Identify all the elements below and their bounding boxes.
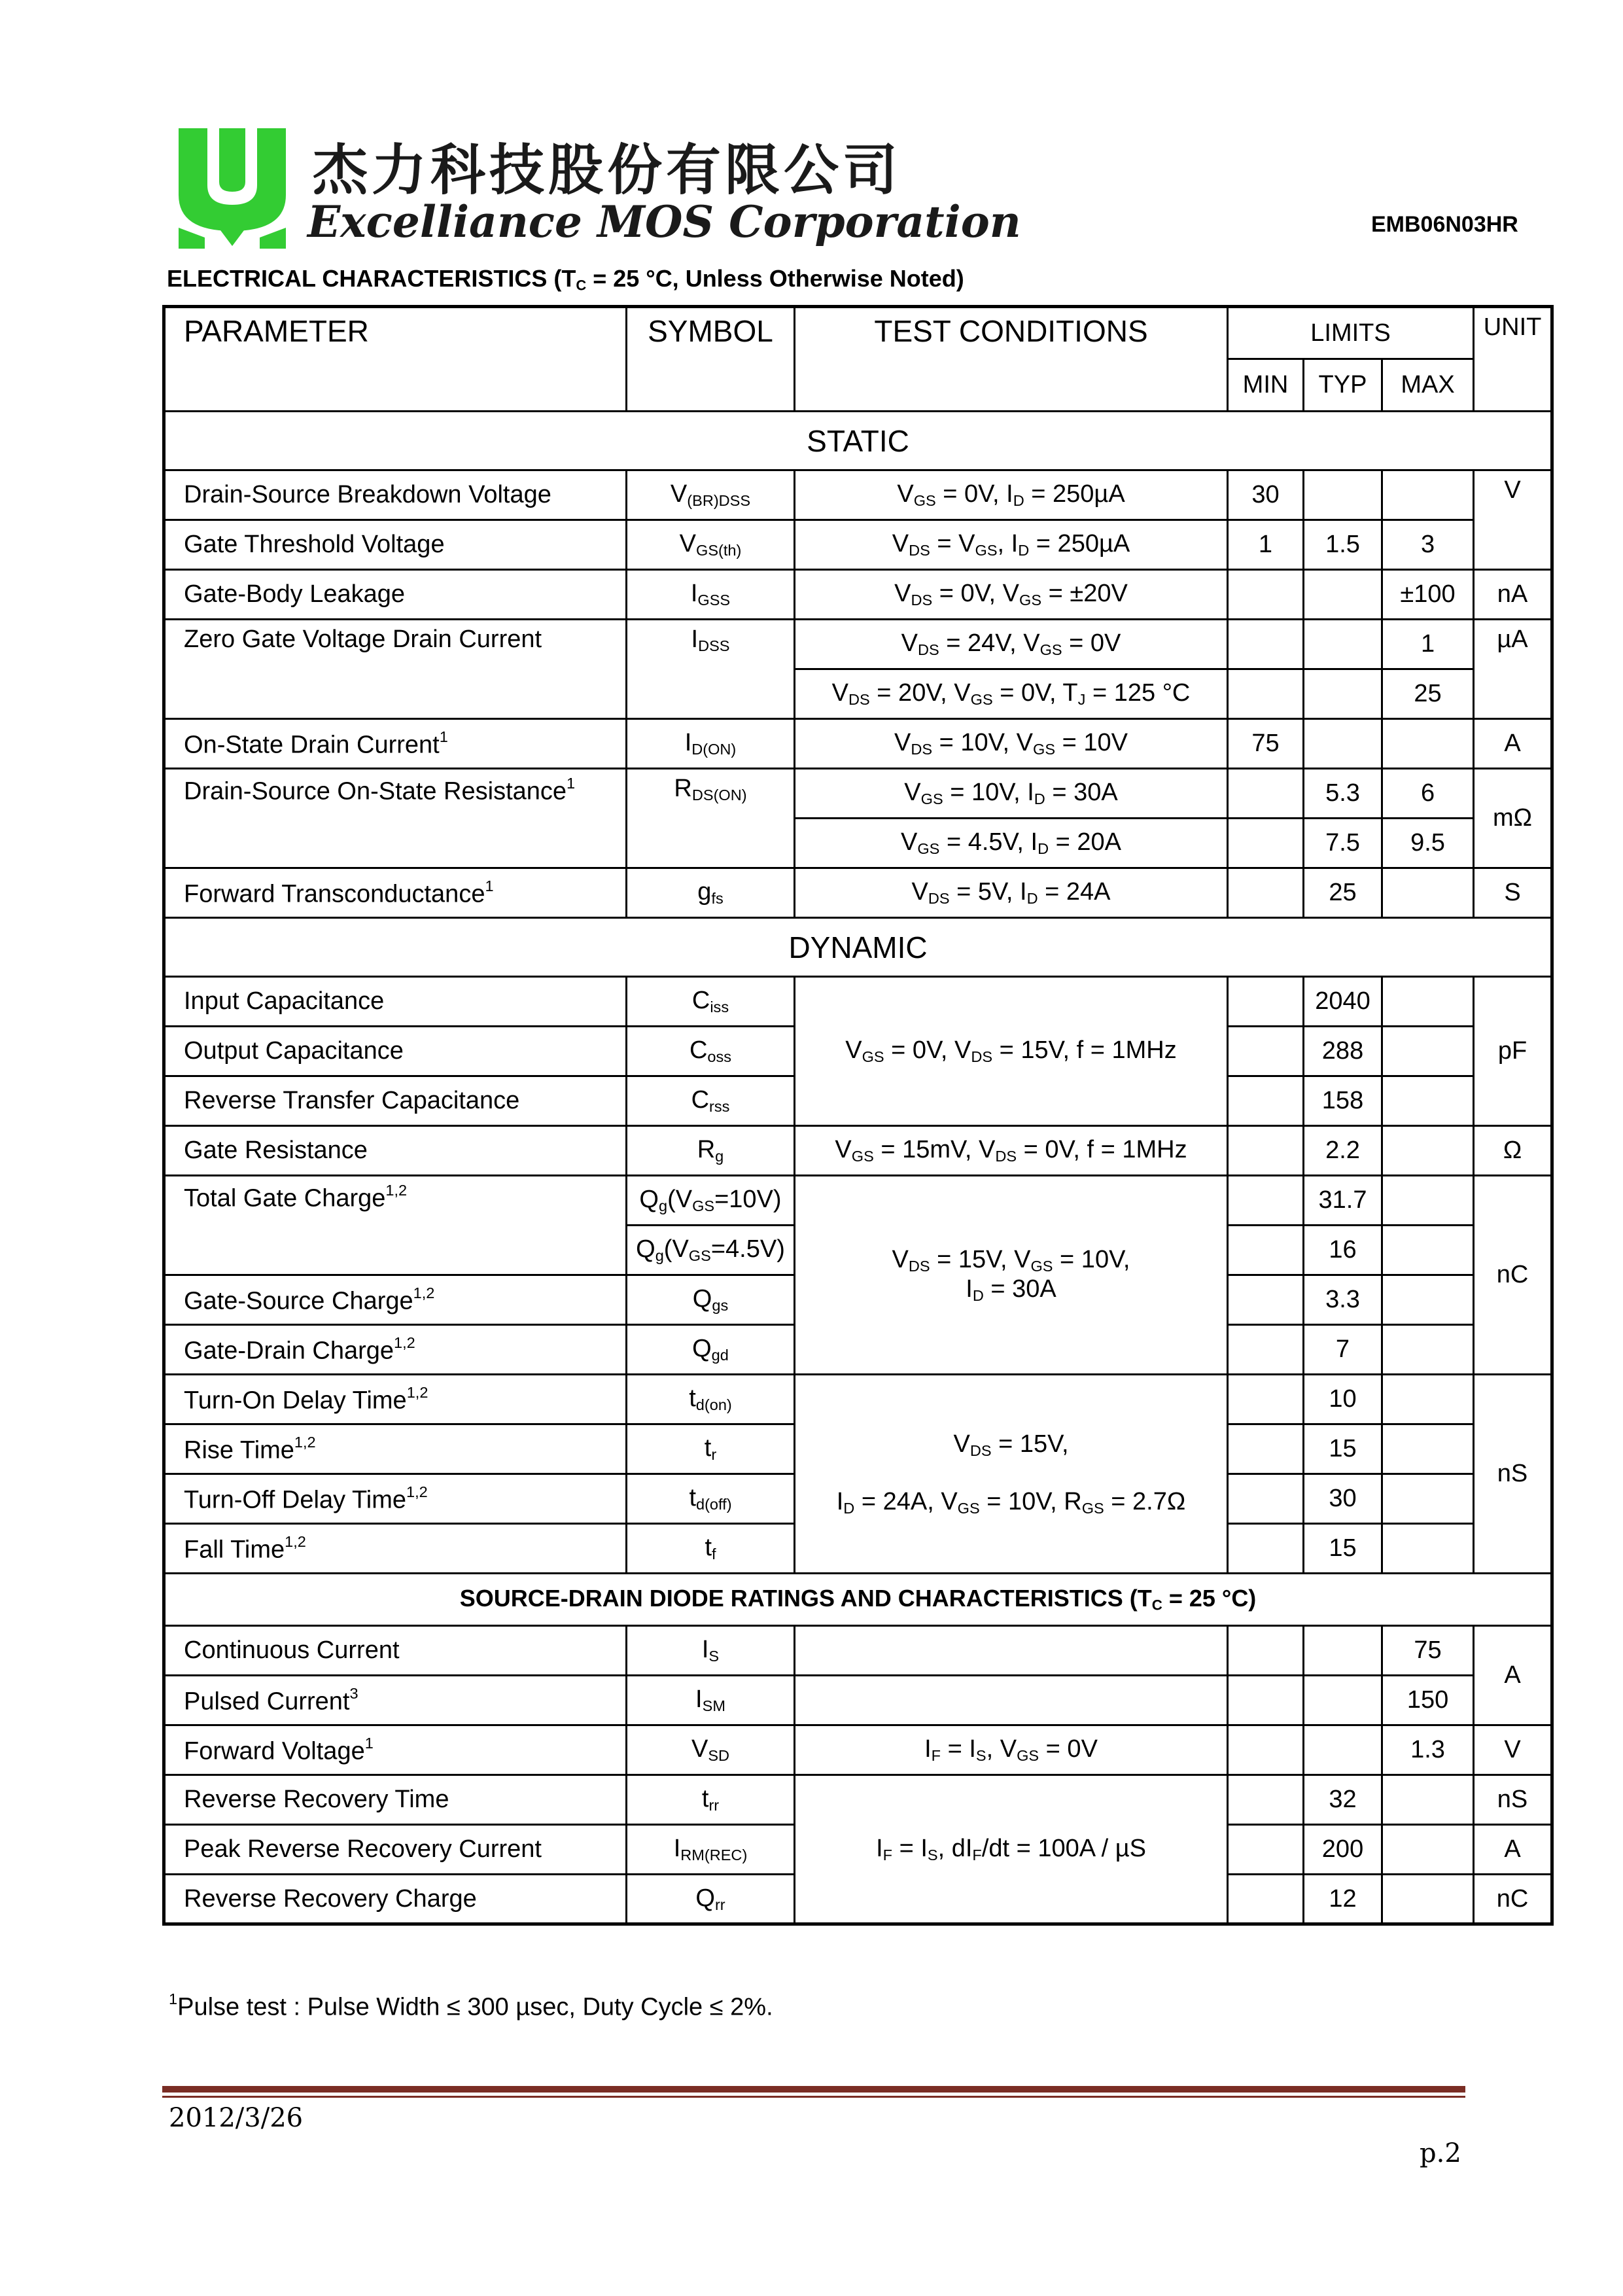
table-row: Peak Reverse Recovery Current $I_{RM(REC)}$ 200 A [164, 1825, 1552, 1875]
section-heading: ELECTRICAL CHARACTERISTICS ($T_C = 25$ °C, Unless Otherwise Noted) [167, 265, 964, 294]
header-parameter: PARAMETER [164, 307, 627, 412]
table-row: Output Capacitance $C_{oss}$ 288 [164, 1027, 1552, 1076]
table-row: Reverse Recovery Time $t_{rr}$ $I_F = I_S$, $dI_F/dt = 100A / \mu S$ 32 nS [164, 1775, 1552, 1825]
company-name-chinese: 杰力科技股份有限公司 [313, 137, 902, 202]
table-row: Rise Time$^{1,2}$ $t_r$ 15 [164, 1424, 1552, 1474]
table-row: Gate Threshold Voltage $V_{GS(th)}$ $V_{DS} = V_{GS}$, $I_D = 250\mu A$ 1 1.5 3 [164, 520, 1552, 570]
header-max: MAX [1382, 359, 1474, 412]
header-test-conditions: TEST CONDITIONS [795, 307, 1228, 412]
footer-rule-thin [162, 2096, 1465, 2098]
table-row: Reverse Transfer Capacitance $C_{rss}$ 158 [164, 1076, 1552, 1126]
table-row: Input Capacitance $C_{iss}$ $V_{GS} = 0V$, $V_{DS} = 15V$, f = 1MHz 2040 pF [164, 977, 1552, 1027]
section-static: STATIC [164, 412, 1552, 470]
table-row: Turn-Off Delay Time$^{1,2}$ $t_{d(off)}$ 30 [164, 1474, 1552, 1524]
table-row: On-State Drain Current$^1$ $I_{D(ON)}$ $V_{DS} = 10V$, $V_{GS} = 10V$ 75 A [164, 719, 1552, 769]
header-typ: TYP [1304, 359, 1382, 412]
table-row: Turn-On Delay Time$^{1,2}$ $t_{d(on)}$ $V_{DS} = 15V$, $I_D = 24A$, $V_{GS} = 10V$, $R_{GS} = 2.7\Omega$ 10 nS [164, 1375, 1552, 1424]
footnote: $^1$Pulse test : Pulse Width ≤ 300 µsec, Duty Cycle ≤ 2%. [169, 1990, 773, 2021]
table-row: $V_{DS} = 20V$, $V_{GS} = 0V$, $T_J = 125$ °C 25 [164, 669, 1552, 719]
table-row: Reverse Recovery Charge $Q_{rr}$ 12 nC [164, 1875, 1552, 1924]
page-number: p.2 [1420, 2138, 1461, 2168]
table-row: Gate-Body Leakage $I_{GSS}$ $V_{DS} = 0V$, $V_{GS} = \pm 20V$ ±100 nA [164, 570, 1552, 620]
table-row: Continuous Current $I_S$ 75 A [164, 1626, 1552, 1676]
section-source-drain: SOURCE-DRAIN DIODE RATINGS AND CHARACTERISTICS ($T_C = 25$ °C) [164, 1574, 1552, 1626]
table-row: $V_{GS} = 4.5V$, $I_D = 20A$ 7.5 9.5 [164, 819, 1552, 868]
footer-date: 2012/3/26 [169, 2103, 304, 2133]
characteristics-table [162, 305, 1554, 1926]
header-limits: LIMITS [1228, 307, 1474, 359]
table-row: Gate-Source Charge$^{1,2}$ $Q_{gs}$ 3.3 [164, 1275, 1552, 1325]
table-row: Total Gate Charge$^{1,2}$ $Q_g(V_{GS}=10V)$ $V_{DS} = 15V$, $V_{GS} = 10V$, $I_D = 30A$ 31.7 nC [164, 1176, 1552, 1226]
table-row: Zero Gate Voltage Drain Current $I_{DSS}$ $V_{DS} = 24V$, $V_{GS} = 0V$ 1 µA [164, 620, 1552, 669]
company-logo [173, 123, 291, 251]
part-number: EMB06N03HR [1371, 212, 1518, 237]
table-row: Pulsed Current$^3$ $I_{SM}$ 150 [164, 1676, 1552, 1725]
header-symbol: SYMBOL [627, 307, 795, 412]
section-dynamic: DYNAMIC [164, 918, 1552, 977]
table-row: Forward Transconductance$^1$ $g_{fs}$ $V_{DS} = 5V$, $I_D = 24A$ 25 S [164, 868, 1552, 918]
company-name-english: Excelliance MOS Corporation [307, 196, 1021, 247]
footer-rule [162, 2086, 1465, 2093]
table-row: Forward Voltage$^1$ $V_{SD}$ $I_F = I_S$, $V_{GS} = 0V$ 1.3 V [164, 1725, 1552, 1775]
header-min: MIN [1228, 359, 1304, 412]
header-unit: UNIT [1474, 307, 1552, 412]
table-row: Gate-Drain Charge$^{1,2}$ $Q_{gd}$ 7 [164, 1325, 1552, 1375]
table-row: Gate Resistance $R_g$ $V_{GS} = 15mV$, $V_{DS} = 0V$, f = 1MHz 2.2 Ω [164, 1126, 1552, 1176]
table-row: Drain-Source Breakdown Voltage $V_{(BR)DSS}$ $V_{GS} = 0V$, $I_D = 250\mu A$ 30 V [164, 470, 1552, 520]
table-row: $Q_g(V_{GS}=4.5V)$ 16 [164, 1226, 1552, 1275]
table-row: Fall Time$^{1,2}$ $t_f$ 15 [164, 1524, 1552, 1574]
table-row: Drain-Source On-State Resistance$^1$ $R_{DS(ON)}$ $V_{GS} = 10V$, $I_D = 30A$ 5.3 6 mΩ [164, 769, 1552, 819]
